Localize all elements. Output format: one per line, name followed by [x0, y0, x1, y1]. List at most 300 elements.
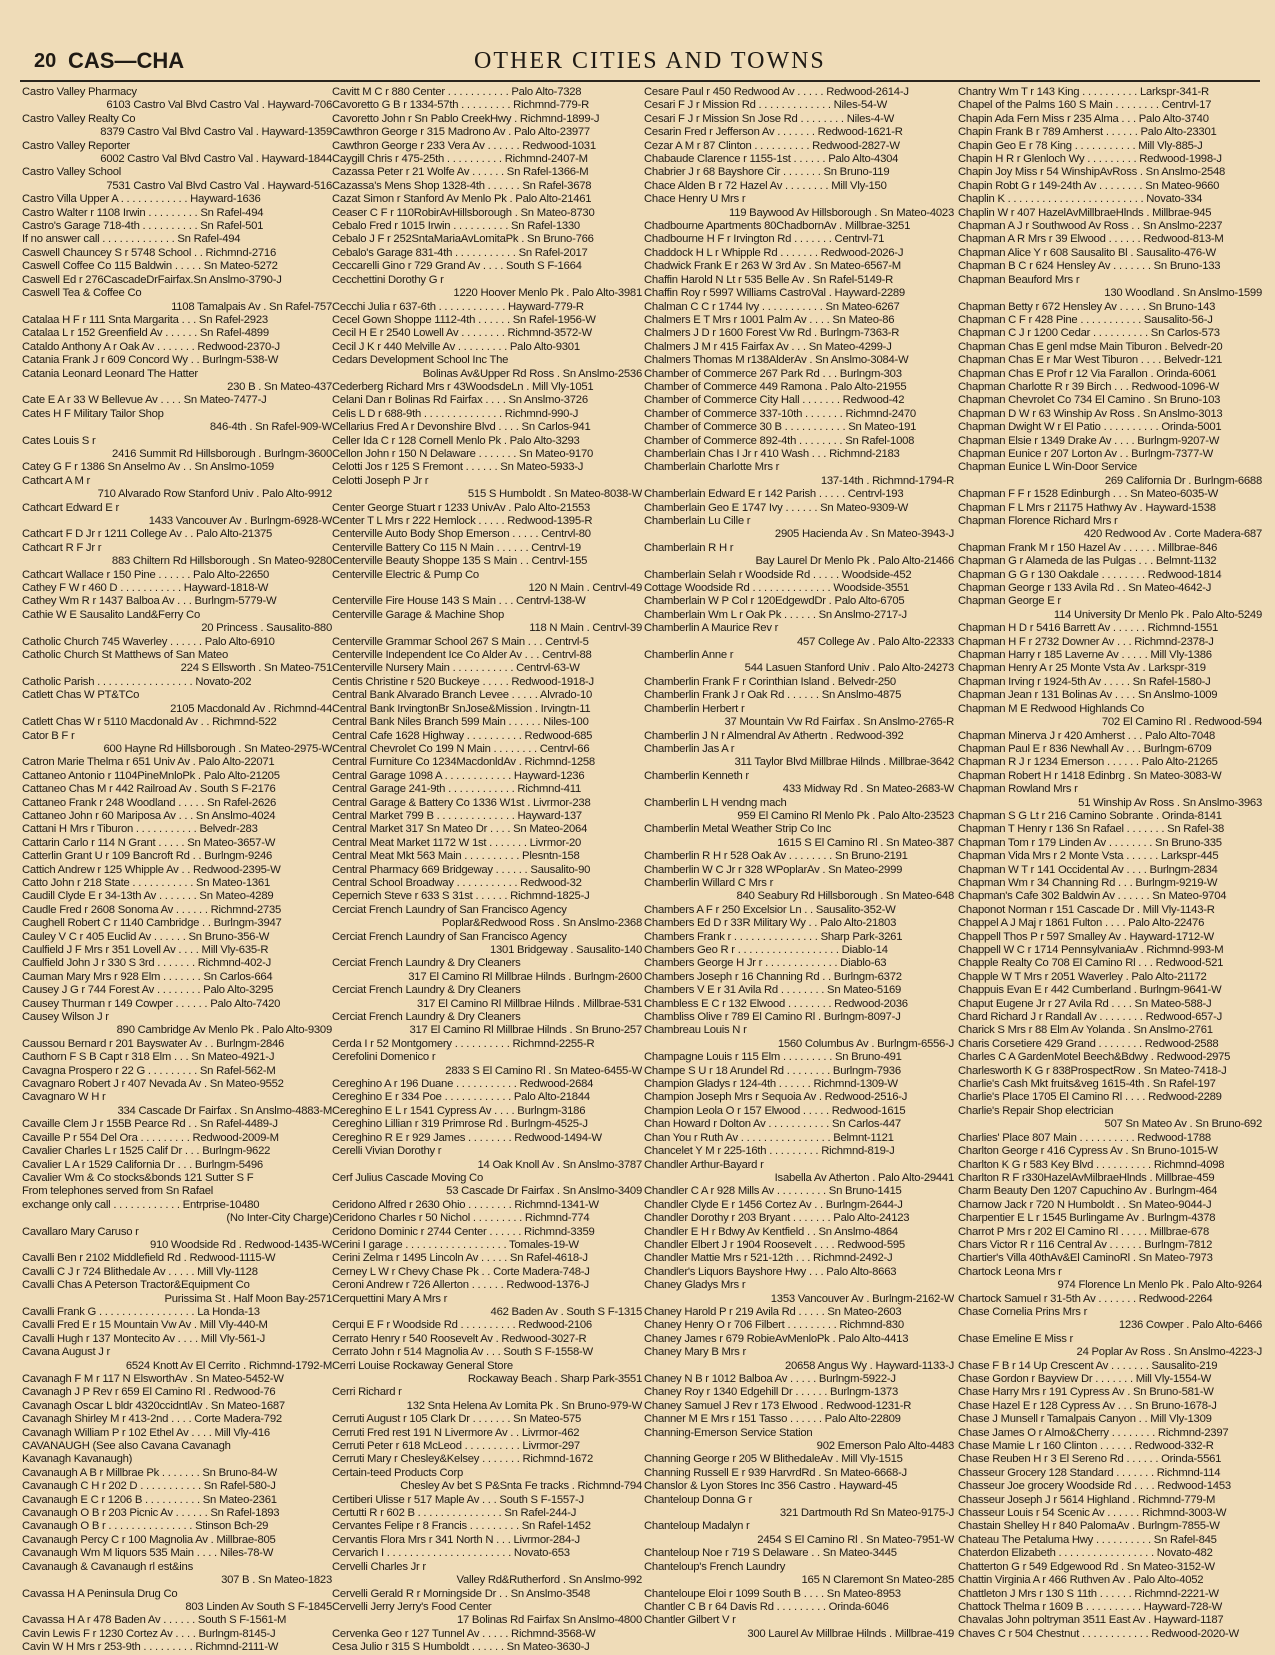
listing-entry: Chard Richard J r Randall Av . . . . . . . . Redwood-657-J: [958, 1011, 1223, 1024]
listing-continuation: 462 Baden Av . South S F-1315: [490, 1305, 642, 1318]
listing-continuation: 53 Cascade Dr Fairfax . Sn Anslmo-3409: [446, 1185, 642, 1198]
listing-continuation: Purissima St . Half Moon Bay-2571: [164, 1292, 332, 1305]
listing-entry: Causey Wilson J r: [22, 1011, 109, 1024]
listing-entry: Chan Howard r Dolton Av . . . . . . . . . . . Sn Carlos-447: [644, 1118, 901, 1131]
listing-entry: Chapman Eunice L Win-Door Service: [958, 461, 1138, 474]
listing-entry: Chancelet Y M r 225-16th . . . . . . . . . Richmnd-819-J: [644, 1145, 895, 1158]
listing-entry: Chalman C C r 1744 Ivy . . . . . . . . . . . Sn Mateo-6267: [644, 300, 900, 313]
page-title: OTHER CITIES AND TOWNS: [474, 48, 826, 74]
listing-entry: Central School Broadway . . . . . . . . . . . Redwood-32: [332, 876, 582, 889]
listing-entry: Chapman Alice Y r 608 Sausalito Bl . Sausalito-476-W: [958, 246, 1216, 259]
listing-entry: Cerciat French Laundry of San Francisco Agency: [332, 930, 567, 943]
listing-entry: Chapman Dwight W r El Patio . . . . . . . . . . Orinda-5001: [958, 421, 1222, 434]
listing-entry: Cathcart Wallace r 150 Pine . . . . . . Palo Alto-22650: [22, 568, 270, 581]
listing-continuation: 317 El Camino Rl Millbrae Hilnds . Sn Bruno-257: [409, 1024, 642, 1037]
listing-entry: Champion Leola O r 157 Elwood . . . . . Redwood-1615: [644, 1104, 906, 1117]
listing-entry: Cavalli C J r 724 Blithedale Av . . . . . Mill Vly-1128: [22, 1265, 258, 1278]
listing-entry: Cauman Mary Mrs r 928 Elm . . . . . . . Sn Carlos-664: [22, 970, 273, 983]
listing-entry: Castro Villa Upper A . . . . . . . . . . . . Hayward-1636: [22, 193, 261, 206]
listing-entry: Central Market 317 Sn Mateo Dr . . . . Sn Mateo-2064: [332, 823, 588, 836]
listing-entry: Cavanaugh Wm M liquors 535 Main . . . . Niles-78-W: [22, 1547, 274, 1560]
listing-entry: Cottage Woodside Rd . . . . . . . . . . . . . . Woodside-3551: [644, 582, 910, 595]
listing-entry: Cesa Julio r 315 S Humboldt . . . . . . Sn Mateo-3630-J: [332, 1641, 590, 1654]
listing-entry: Cerruti Mary r Chesley&Kelsey . . . . . . . Richmnd-1672: [332, 1453, 593, 1466]
listing-entry: Central Meat Market 1172 W 1st . . . . . . . Livrmor-20: [332, 836, 582, 849]
listing-entry: Chalmers J M r 415 Fairfax Av . . . Sn Mateo-4299-J: [644, 340, 892, 353]
listing-entry: Charlesworth K G r 838ProspectRow . Sn Mateo-7418-J: [958, 1064, 1227, 1077]
listing-entry: Chapin Robt G r 149-24th Av . . . . . . . . Sn Mateo-9660: [958, 179, 1220, 192]
listing-entry: Cerney L W r Chevy Chase Pk . . Corte Madera-748-J: [332, 1265, 590, 1278]
listing-entry: Chapman George r 133 Avila Rd . . Sn Mateo-4642-J: [958, 582, 1212, 595]
listing-entry: Chalmers E T Mrs r 1001 Palm Av . . . . Sn Mateo-86: [644, 313, 895, 326]
listing-entry: Chamberlain R H r: [644, 541, 734, 554]
listing-entry: Centerville Fire House 143 S Main . . . Centrvl-138-W: [332, 595, 586, 608]
listing-entry: Chapin Ada Fern Miss r 235 Alma . . . Palo Alto-3740: [958, 112, 1209, 125]
listing-entry: Chandler E H r Bdwy Av Kentfield . . Sn Anslmo-4864: [644, 1225, 898, 1238]
listing-entry: Chamberlain W P Col r 120EdgewdDr . Palo Alto-6705: [644, 595, 905, 608]
page-number: 20: [34, 50, 57, 72]
listing-entry: Chateau The Petaluma Hwy . . . . . . . . . . Sn Rafel-845: [958, 1533, 1217, 1546]
listing-entry: Cellarius Fred A r Devonshire Blvd . . . . Sn Carlos-941: [332, 421, 591, 434]
listing-entry: Central Chevrolet Co 199 N Main . . . . . . . . Centrvl-66: [332, 742, 590, 755]
listing-entry: Central Bank Alvarado Branch Levee . . . . . Alvrado-10: [332, 689, 593, 702]
listing-entry: Chaput Eugene Jr r 27 Avila Rd . . . . Sn Mateo-588-J: [958, 997, 1212, 1010]
listing-entry: Cavalli Chas A Peterson Tractor&Equipment Co: [22, 1279, 250, 1292]
listing-entry: Cavanagh J P Rev r 659 El Camino Rl . Redwood-76: [22, 1386, 276, 1399]
listing-entry: Chapman T Henry r 136 Sn Rafael . . . . . . . Sn Rafel-38: [958, 823, 1225, 836]
listing-entry: Channing-Emerson Service Station: [644, 1426, 813, 1439]
listing-entry: Catlett Chas W r 5110 Macdonald Av . . Richmnd-522: [22, 716, 277, 729]
listing-entry: Cerefolini Domenico r: [332, 1051, 436, 1064]
listing-entry: Causey J G r 744 Forest Av . . . . . . . . Palo Alto-3295: [22, 984, 274, 997]
listing-entry: Cezar A M r 87 Clinton . . . . . . . . . . Redwood-2827-W: [644, 139, 900, 152]
listing-continuation: 20 Princess . Sausalito-880: [201, 622, 332, 635]
listing-entry: Chapman A J r Southwood Av Ross . . Sn Anslmo-2237: [958, 220, 1223, 233]
listing-entry: Centerville Electric & Pump Co: [332, 568, 479, 581]
listing-entry: Cesari F J r Mission Sn Jose Rd . . . . . . . . Niles-4-W: [644, 112, 895, 125]
listing-entry: Charlies' Place 807 Main . . . . . . . . . . Redwood-1788: [958, 1131, 1211, 1144]
listing-entry: Cervelli Gerald R r Morningside Dr . . Sn Anslmo-3548: [332, 1587, 590, 1600]
listing-entry: Cavin W H Mrs r 253-9th . . . . . . . . . Richmnd-2111-W: [22, 1641, 279, 1654]
listing-entry: Chamberlin Jas A r: [644, 742, 735, 755]
listing-entry: Chapman Eunice r 207 Lorton Av . . Burlngm-7377-W: [958, 447, 1214, 460]
listing-continuation: 846-4th . Sn Rafel-909-W: [209, 421, 332, 434]
listing-entry: Chamber of Commerce 892-4th . . . . . . . . Sn Rafel-1008: [644, 434, 915, 447]
listing-entry: Chamberlain Edward E r 142 Parish . . . . . Centrvl-193: [644, 488, 904, 501]
listing-entry: Chase Harry Mrs r 191 Cypress Av . Sn Bruno-581-W: [958, 1386, 1214, 1399]
listing-entry: Chattin Virginia A r 466 Ruthven Av . Palo Alto-4052: [958, 1574, 1204, 1587]
listing-entry: Charm Beauty Den 1207 Capuchino Av . Burlngm-464: [958, 1185, 1218, 1198]
listing-entry: Chandler Clyde E r 1456 Cortez Av . . Burlngm-2644-J: [644, 1198, 903, 1211]
listing-entry: Champe S U r 18 Arundel Rd . . . . . . . . Burlngm-7936: [644, 1064, 901, 1077]
listing-continuation: 311 Taylor Blvd Millbrae Hilnds . Millbrae-3642: [734, 756, 954, 769]
listing-entry: Charlie's Place 1705 El Camino Rl . . . . Redwood-2289: [958, 1091, 1222, 1104]
listing-entry: Cavanaugh A B r Millbrae Pk . . . . . . . Sn Bruno-84-W: [22, 1466, 277, 1479]
listing-entry: Cecil H E r 2540 Lowell Av . . . . . . . . Richmnd-3572-W: [332, 327, 592, 340]
listing-continuation: 702 El Camino Rl . Redwood-594: [1101, 716, 1262, 729]
listing-entry: Cerciat French Laundry & Dry Cleaners: [332, 1011, 521, 1024]
listing-continuation: 230 B . Sn Mateo-437: [227, 380, 332, 393]
listing-entry: Cavitt M C r 880 Center . . . . . . . . . . . Palo Alto-7328: [332, 86, 582, 98]
listing-continuation: 457 College Av . Palo Alto-22333: [797, 635, 954, 648]
listing-entry: Cate E A r 33 W Bellevue Av . . . . Sn Mateo-7477-J: [22, 394, 267, 407]
listing-entry: Central Market 799 B . . . . . . . . . . . . . . Hayward-137: [332, 809, 582, 822]
listing-continuation: 890 Cambridge Av Menlo Pk . Palo Alto-9309: [116, 1024, 332, 1037]
listing-entry: Chandler's Liquors Bayshore Hwy . . . Palo Alto-8663: [644, 1265, 897, 1278]
listing-continuation: 1353 Vancouver Av . Burlngm-2162-W: [770, 1292, 954, 1305]
listing-entry: Cavanaugh O B r . . . . . . . . . . . . . . . Stinson Bch-29: [22, 1520, 269, 1533]
listing-entry: Chalmers J D r 1600 Forest Vw Rd . Burlngm-7363-R: [644, 327, 900, 340]
listing-entry: Cerini I garage . . . . . . . . . . . . . . . . . . Tomales-19-W: [332, 1238, 579, 1251]
listing-entry: Chapman H F r 2732 Downer Av . . . Richmnd-2378-J: [958, 635, 1214, 648]
listing-entry: Causey Thurman r 149 Cowper . . . . . . Palo Alto-7420: [22, 997, 281, 1010]
listing-entry: Cerelli Vivian Dorothy r: [332, 1145, 442, 1158]
listing-entry: Castro's Garage 718-4th . . . . . . . . . . Sn Rafel-501: [22, 220, 264, 233]
listing-entry: Cauley V C r 405 Euclid Av . . . . . . Sn Bruno-356-W: [22, 930, 270, 943]
listing-entry: Chabaude Clarence r 1155-1st . . . . . . Palo Alto-4304: [644, 153, 899, 166]
listing-entry: Chapman Betty r 672 Hensley Av . . . . . Sn Bruno-143: [958, 300, 1216, 313]
listing-entry: Charlie's Repair Shop electrician: [958, 1104, 1114, 1117]
listing-entry: Cathcart F D Jr r 1211 College Av . . Palo Alto-21375: [22, 528, 273, 541]
listing-entry: Chase Mamie L r 160 Clinton . . . . . . Redwood-332-R: [958, 1440, 1214, 1453]
listing-entry: Chambers V E r 31 Avila Rd . . . . . . . . Sn Mateo-5169: [644, 984, 902, 997]
listing-continuation: 883 Chiltern Rd Hillsborough . Sn Mateo-9280: [111, 555, 332, 568]
listing-entry: Chapman G r Alameda de las Pulgas . . . Belmnt-1132: [958, 555, 1217, 568]
listing-entry: Chamberlain Charlotte Mrs r: [644, 461, 780, 474]
listing-entry: Chaplin K . . . . . . . . . . . . . . . . . . . . . . . . Novato-334: [958, 193, 1203, 206]
listing-entry: Cervelli Jerry Jerry's Food Center: [332, 1600, 492, 1613]
listing-entry: Cereghino E L r 1541 Cypress Av . . . . Burlngm-3186: [332, 1104, 586, 1117]
listing-entry: Cecchi Julia r 637-6th . . . . . . . . . . . . Hayward-779-R: [332, 300, 584, 313]
listing-entry: Centerville Auto Body Shop Emerson . . . . . Centrvl-80: [332, 528, 591, 541]
listing-entry: Chamberlin Frank F r Corinthian Island . Belvedr-250: [644, 675, 896, 688]
listing-entry: Chamberlain Selah r Woodside Rd . . . . . Woodside-452: [644, 568, 912, 581]
listing-entry: Cavanagh Shirley M r 413-2nd . . . . Corte Madera-792: [22, 1413, 282, 1426]
listing-entry: Cavanaugh Percy C r 100 Magnolia Av . Millbrae-805: [22, 1533, 276, 1546]
listing-entry: Cerda I r 52 Montgomery . . . . . . . . . . Richmnd-2255-R: [332, 1037, 595, 1050]
listing-continuation: 118 N Main . Centrvl-39: [529, 622, 642, 635]
listing-entry: Chandler Dorothy r 203 Bryant . . . . . . . Palo Alto-24123: [644, 1212, 910, 1225]
listing-entry: Catey G F r 1386 Sn Anselmo Av . . Sn Anslmo-1059: [22, 461, 274, 474]
listing-entry: Chapman Vida Mrs r 2 Monte Vsta . . . . . . Larkspr-445: [958, 850, 1219, 863]
listing-entry: Chanteloup's French Laundry: [644, 1560, 786, 1573]
listing-entry: Cereghino R E r 929 James . . . . . . . . Redwood-1494-W: [332, 1131, 602, 1144]
listing-entry: Chantler Gilbert V r: [644, 1614, 736, 1627]
listing-continuation: 840 Seabury Rd Hillsborough . Sn Mateo-648: [736, 890, 954, 903]
listing-entry: Chappell W C r 1714 PennsylvaniaAv . Richmnd-993-M: [958, 944, 1224, 956]
listing-entry: Chapman F L Mrs r 21175 Hathwy Av . Hayward-1538: [958, 501, 1216, 514]
listing-continuation: 8379 Castro Val Blvd Castro Val . Hayward-1359: [100, 126, 332, 139]
listing-entry: Cerruti Fred rest 191 N Livermore Av . . Livrmor-462: [332, 1426, 580, 1439]
listing-entry: Cates Louis S r: [22, 434, 96, 447]
listing-continuation: 37 Mountain Vw Rd Fairfax . Sn Anslmo-2765-R: [724, 716, 954, 729]
listing-entry: Chasseur Louis r 54 Scenic Av . . . . . . Richmnd-3003-W: [958, 1507, 1227, 1520]
listing-continuation: 2416 Summit Rd Hillsborough . Burlngm-3600: [112, 447, 332, 460]
listing-entry: Certain-teed Products Corp: [332, 1466, 464, 1479]
listing-entry: Centerville Battery Co 115 N Main . . . . . . Centrvl-19: [332, 541, 581, 554]
listing-entry: Cecel Gown Shoppe 1112-4th . . . . . . Sn Rafel-1956-W: [332, 313, 596, 326]
listing-entry: Certutti R r 602 B . . . . . . . . . . . . . . . Sn Rafel-244-J: [332, 1507, 577, 1520]
listing-entry: Chaterdon Elizabeth . . . . . . . . . . . . . . . . . Novato-482: [958, 1547, 1213, 1560]
listing-entry: Chaney Harold P r 219 Avila Rd . . . . . Sn Mateo-2603: [644, 1305, 902, 1318]
listing-entry: Cavoretto John r Sn Pablo CreekHwy . Richmnd-1899-J: [332, 112, 600, 125]
listing-entry: Chase James O r Almo&Cherry . . . . . . . . Richmnd-2397: [958, 1426, 1229, 1439]
listing-entry: Charnow Jack r 720 N Humboldt . . Sn Mateo-9044-J: [958, 1198, 1212, 1211]
listing-entry: Cerrato John r 514 Magnolia Av . . . South S F-1558-W: [332, 1346, 593, 1359]
listing-entry: Central Cafe 1628 Highway . . . . . . . . . . Redwood-685: [332, 729, 593, 742]
listing-continuation: 710 Alvarado Row Stanford Univ . Palo Alto-9912: [97, 488, 332, 501]
listing-continuation: 2105 Macdonald Av . Richmnd-44: [170, 702, 332, 715]
listing-entry: Chambers George H Jr r . . . . . . . . . . . . . Diablo-63: [644, 957, 887, 970]
listing-continuation: 14 Oak Knoll Av . Sn Anslmo-3787: [477, 1158, 642, 1171]
listing-entry: Cerciat French Laundry of San Francisco Agency: [332, 903, 567, 916]
listing-entry: Cerri Louise Rockaway General Store: [332, 1359, 513, 1372]
listing-entry: Chambers Geo R r . . . . . . . . . . . . . . . . . . Diablo-14: [644, 944, 888, 956]
listing-entry: Chasseur Joseph J r 5614 Highland . Richmnd-779-M: [958, 1493, 1216, 1506]
listing-entry: Catron Marie Thelma r 651 Univ Av . Palo Alto-22071: [22, 756, 275, 769]
listing-continuation: 600 Hayne Rd Hillsborough . Sn Mateo-2975-W: [103, 742, 332, 755]
listing-entry: Chapman C J r 1200 Cedar . . . . . . . . . . Sn Carlos-573: [958, 327, 1220, 340]
listing-continuation: 6103 Castro Val Blvd Castro Val . Hayward-706: [106, 99, 332, 112]
listing-entry: Caswell Ed r 276CascadeDrFairfax.Sn Anslmo-3790-J: [22, 273, 282, 286]
listing-entry: Central Meat Mkt 563 Main . . . . . . . . . . Plesntn-158: [332, 850, 580, 863]
listing-entry: Chapman A R Mrs r 39 Elwood . . . . . . Redwood-813-M: [958, 233, 1224, 246]
listing-entry: Chapman Frank M r 150 Hazel Av . . . . . . Millbrae-846: [958, 541, 1218, 554]
listing-entry: Cerruti August r 105 Clark Dr . . . . . . . Sn Mateo-575: [332, 1413, 582, 1426]
listing-entry: Chapman George E r: [958, 595, 1061, 608]
listing-entry: Chandler C A r 928 Mills Av . . . . . . . . . Sn Bruno-1415: [644, 1185, 902, 1198]
listing-entry: Chapman Minerva J r 420 Amherst . . . Palo Alto-7048: [958, 729, 1216, 742]
listing-entry: Chamberlin Willard C Mrs r: [644, 876, 774, 889]
listing-continuation: 910 Woodside Rd . Redwood-1435-W: [149, 1238, 332, 1251]
listing-entry: Chaddock H L r Whipple Rd . . . . . . . Redwood-2026-J: [644, 246, 904, 259]
listing-entry: Cerciat French Laundry & Dry Cleaners: [332, 984, 521, 997]
listing-entry: Chase F B r 14 Up Crescent Av . . . . . . . Sausalito-219: [958, 1359, 1218, 1372]
listing-continuation: 317 El Camino Rl Millbrae Hilnds . Burlngm-2600: [408, 970, 642, 983]
listing-continuation: 2905 Hacienda Av . Sn Mateo-3943-J: [774, 528, 954, 541]
listing-entry: Charis Corsetiere 429 Grand . . . . . . . . Redwood-2588: [958, 1037, 1219, 1050]
listing-continuation: 132 Snta Helena Av Lomita Pk . Sn Bruno-979-W: [406, 1399, 642, 1412]
listing-entry: Chastain Shelley H r 840 PalomaAv . Burlngm-7855-W: [958, 1520, 1220, 1533]
listing-entry: Cerrato Henry r 540 Roosevelt Av . Redwood-3027-R: [332, 1332, 587, 1345]
listing-entry: Cereghino Lillian r 319 Primrose Rd . Burlngm-4525-J: [332, 1118, 588, 1131]
listing-continuation: 17 Bolinas Rd Fairfax Sn Anslmo-4800: [456, 1614, 642, 1627]
directory-column-4: [958, 86, 1262, 1641]
listing-entry: Catalaa H F r 111 Snta Margarita . . . Sn Rafel-2923: [22, 313, 268, 326]
listing-entry: Cerf Julius Cascade Moving Co: [332, 1171, 483, 1184]
listing-entry: Cates H F Military Tailor Shop: [22, 407, 164, 420]
listing-entry: Centerville Garage & Machine Shop: [332, 608, 504, 621]
listing-entry: Cesarin Fred r Jefferson Av . . . . . . . Redwood-1621-R: [644, 126, 903, 139]
listing-entry: Cereghino E r 334 Poe . . . . . . . . . . . . Palo Alto-21844: [332, 1091, 590, 1104]
listing-entry: Catalaa L r 152 Greenfield Av . . . . . . Sn Rafel-4899: [22, 327, 269, 340]
listing-entry: Caulfield J F Mrs r 351 Lovell Av . . . . Mill Vly-635-R: [22, 944, 269, 956]
listing-entry: Castro Valley Pharmacy: [22, 86, 137, 98]
listing-entry: Cecchettini Dorothy G r: [332, 273, 444, 286]
listing-entry: Chaney Roy r 1340 Edgehill Dr . . . . . . Burlngm-1373: [644, 1386, 898, 1399]
listing-entry: Cazassa Peter r 21 Wolfe Av . . . . . . Sn Rafel-1366-M: [332, 166, 589, 179]
listing-continuation: 119 Baywood Av Hillsborough . Sn Mateo-4023: [729, 206, 954, 219]
listing-continuation: 165 N Claremont Sn Mateo-285: [801, 1574, 954, 1587]
listing-continuation: 902 Emerson Palo Alto-4483: [816, 1440, 954, 1453]
listing-entry: Caswell Chauncey S r 5748 School . . Richmnd-2716: [22, 246, 276, 259]
listing-entry: Chanteloupe Eloi r 1099 South B . . . . Sn Mateo-8953: [644, 1587, 901, 1600]
listing-entry: Chaney Mary B Mrs r: [644, 1346, 746, 1359]
listing-continuation: 1236 Cowper . Palo Alto-6466: [1118, 1319, 1262, 1332]
listing-continuation: Isabella Av Atherton . Palo Alto-29441: [774, 1171, 954, 1184]
listing-entry: Chapman H D r 5416 Barrett Av . . . . . . Richmnd-1551: [958, 622, 1219, 635]
header-rule: [20, 80, 1260, 82]
listing-entry: Cattarin Carlo r 114 N Grant . . . . . Sn Mateo-3657-W: [22, 836, 276, 849]
listing-entry: Chartier's Villa 40thAv&El CaminoRl . Sn Mateo-7973: [958, 1252, 1213, 1265]
listing-entry: Cavanagh William P r 102 Ethel Av . . . . Mill Vly-416: [22, 1426, 270, 1439]
listing-entry: Chandler Elbert J r 1904 Roosevelt . . . . Redwood-595: [644, 1238, 905, 1251]
listing-entry: Cavalli Frank G . . . . . . . . . . . . . . . . . La Honda-13: [22, 1305, 260, 1318]
listing-entry: Ceridono Dominic r 2744 Center . . . . . . Richmnd-3359: [332, 1225, 595, 1238]
listing-entry: Chase Hazel E r 128 Cypress Av . . . Sn Bruno-1678-J: [958, 1399, 1217, 1412]
listing-entry: Chaney Samuel J Rev r 173 Elwood . Redwood-1231-R: [644, 1399, 912, 1412]
listing-entry: Champagne Louis r 115 Elm . . . . . . . . . Sn Bruno-491: [644, 1051, 902, 1064]
listing-entry: Cepernich Steve r 633 S 31st . . . . . . Richmnd-1825-J: [332, 890, 590, 903]
listing-entry: Charick S Mrs r 88 Elm Av Yolanda . Sn Anslmo-2761: [958, 1024, 1213, 1037]
listing-entry: Chapman Irving r 1924-5th Av . . . . . Sn Rafel-1580-J: [958, 675, 1211, 688]
listing-entry: Chase Reuben H r 3 El Sereno Rd . . . . . . Orinda-5561: [958, 1453, 1222, 1466]
listing-entry: Celotti Jos r 125 S Fremont . . . . . . Sn Mateo-5933-J: [332, 461, 584, 474]
listing-entry: Chapman Charlotte R r 39 Birch . . . Redwood-1096-W: [958, 380, 1220, 393]
listing-entry: Centerville Independent Ice Co Alder Av . . . Centrvl-88: [332, 649, 592, 662]
listing-entry: Charlton K G r 583 Key Blvd . . . . . . . . . . Richmnd-4098: [958, 1158, 1225, 1171]
listing-entry: Cattaneo John r 60 Mariposa Av . . . Sn Anslmo-4024: [22, 809, 276, 822]
listing-entry: If no answer call . . . . . . . . . . . . . Sn Rafel-494: [22, 233, 241, 246]
listing-entry: Chamber of Commerce City Hall . . . . . . . Redwood-42: [644, 394, 905, 407]
listing-continuation: Bolinas Av&Upper Rd Ross . Sn Anslmo-2536: [422, 367, 642, 380]
listing-entry: Castro Walter r 1108 Irwin . . . . . . . . . Sn Rafel-494: [22, 206, 264, 219]
listing-entry: From telephones served from Sn Rafael: [22, 1185, 214, 1198]
listing-entry: Chappell Thos P r 597 Smalley Av . Hayward-1712-W: [958, 930, 1214, 943]
listing-entry: Cellon John r 150 N Delaware . . . . . . . Sn Mateo-9170: [332, 447, 594, 460]
listing-entry: Caswell Tea & Coffee Co: [22, 287, 142, 300]
listing-entry: Central Garage & Battery Co 1336 W1st . Livrmor-238: [332, 796, 591, 809]
listing-entry: Cathcart Edward E r: [22, 501, 119, 514]
listing-entry: Chandler Arthur-Bayard r: [644, 1158, 764, 1171]
listing-entry: Caulfield John J r 330 S 3rd . . . . . . . Richmnd-402-J: [22, 957, 272, 970]
listing-entry: Chapman F F r 1528 Edinburgh . . . Sn Mateo-6035-W: [958, 488, 1219, 501]
listing-entry: Cavanaugh O B r 203 Picnic Av . . . . . . Sn Rafel-1893: [22, 1507, 280, 1520]
listing-entry: Castro Valley School: [22, 166, 122, 179]
listing-entry: Channing George r 205 W BlithedaleAv . Mill Vly-1515: [644, 1453, 903, 1466]
listing-continuation: 300 Laurel Av Millbrae Hilnds . Millbrae-419: [747, 1627, 954, 1640]
listing-entry: Cattaneo Antonio r 1104PineMnloPk . Palo Alto-21205: [22, 769, 280, 782]
listing-entry: Chapman Chas E genl mdse Main Tiburon . Belvedr-20: [958, 340, 1223, 353]
listing-entry: Cathcart A M r: [22, 474, 91, 487]
listing-entry: Cavaille Clem J r 155B Pearce Rd . . Sn Rafel-4489-J: [22, 1118, 278, 1131]
listing-entry: Chaffin Harold N Lt r 535 Belle Av . Sn Rafel-5149-R: [644, 273, 894, 286]
listing-entry: Cerruti Peter r 618 McLeod . . . . . . . . . . Livrmor-297: [332, 1440, 580, 1453]
listing-entry: Cerquettini Mary A Mrs r: [332, 1292, 448, 1305]
listing-continuation: 515 S Humboldt . Sn Mateo-8038-W: [467, 488, 642, 501]
listing-entry: Chapman Wm r 34 Channing Rd . . . Burlngm-9219-W: [958, 876, 1218, 889]
listing-entry: Ceridono Alfred r 2630 Ohio . . . . . . . . Richmnd-1341-W: [332, 1198, 599, 1211]
directory-column-1: [22, 86, 332, 1655]
listing-entry: Chapman G G r 130 Oakdale . . . . . . . . Redwood-1814: [958, 568, 1222, 581]
listing-entry: Cavaille P r 554 Del Ora . . . . . . . . . Redwood-2009-M: [22, 1131, 279, 1144]
listing-entry: Chace Alden B r 72 Hazel Av . . . . . . . . Mill Vly-150: [644, 179, 887, 192]
listing-entry: Chase Gordon r Bayview Dr . . . . . . . Mill Vly-1554-W: [958, 1373, 1212, 1385]
listing-entry: Castro Valley Reporter: [22, 139, 130, 152]
listing-entry: Central Furniture Co 1234MacdonldAv . Richmnd-1258: [332, 756, 595, 769]
listing-entry: Chandler Mattie Mrs r 521-12th . . . Richmnd-2492-J: [644, 1252, 893, 1265]
listing-continuation: 2454 S El Camino Rl . Sn Mateo-7951-W: [757, 1533, 954, 1546]
listing-continuation: 433 Midway Rd . Sn Mateo-2683-W: [782, 783, 954, 796]
listing-entry: Chapman Elsie r 1349 Drake Av . . . . Burlngm-9207-W: [958, 434, 1220, 447]
listing-entry: Chapman Beauford Mrs r: [958, 273, 1080, 286]
listing-entry: Chapman W T r 141 Occidental Av . . . . Burlngm-2834: [958, 863, 1218, 876]
listing-entry: Chappel A J Maj r 1861 Fulton . . . . Palo Alto-22476: [958, 917, 1205, 930]
listing-entry: Chapman Robert H r 1418 Edinbrg . Sn Mateo-3083-W: [958, 769, 1222, 782]
listing-entry: Chapman C F r 428 Pine . . . . . . . . . . . Sausalito-56-J: [958, 313, 1213, 326]
listing-entry: Chaponot Norman r 151 Cascade Dr . Mill Vly-1143-R: [958, 903, 1215, 916]
listing-entry: Chamberlain Chas I Jr r 410 Wash . . . Richmnd-2183: [644, 447, 900, 460]
listing-entry: Cerciat French Laundry & Dry Cleaners: [332, 957, 521, 970]
listing-entry: Chamber of Commerce 449 Ramona . Palo Alto-21955: [644, 380, 907, 393]
listing-continuation: (No Inter-City Charge): [226, 1212, 332, 1225]
listing-entry: Chamberlin Metal Weather Strip Co Inc: [644, 823, 832, 836]
listing-continuation: 130 Woodland . Sn Anslmo-1599: [1104, 287, 1262, 300]
listing-continuation: 6524 Knott Av El Cerrito . Richmnd-1792-M: [125, 1359, 332, 1372]
listing-entry: Cervantes Felipe r 8 Francis . . . . . . . . . Sn Rafel-1452: [332, 1520, 591, 1533]
listing-entry: Charlton R F r330HazelAvMilbraeHlnds . Millbrae-459: [958, 1171, 1215, 1184]
listing-entry: Chamberlin R H r 528 Oak Av . . . . . . . . Sn Bruno-2191: [644, 850, 908, 863]
listing-entry: Chapman Florence Richard Mrs r: [958, 515, 1118, 527]
listing-entry: Cereghino A r 196 Duane . . . . . . . . . . . Redwood-2684: [332, 1078, 594, 1091]
listing-entry: Cervelli Charles Jr r: [332, 1560, 426, 1573]
listing-entry: Chasseur Grocery 128 Standard . . . . . . . Richmnd-114: [958, 1466, 1221, 1479]
listing-entry: Cavalier Charles L r 1525 Calif Dr . . . Burlngm-9622: [22, 1145, 271, 1158]
listing-entry: Chaney N B r 1012 Balboa Av . . . . . Burlngm-5922-J: [644, 1373, 896, 1385]
listing-entry: Chapman M E Redwood Highlands Co: [958, 702, 1145, 715]
listing-entry: Cervenka Geo r 127 Tunnel Av . . . . . Richmnd-3568-W: [332, 1627, 596, 1640]
listing-entry: Cecil J K r 440 Melville Av . . . . . . . . . Palo Alto-9301: [332, 340, 580, 353]
listing-entry: Chanteloup Noe r 719 S Delaware . . Sn Mateo-3445: [644, 1547, 897, 1560]
listing-entry: Chanslor & Lyon Stores Inc 356 Castro . Hayward-45: [644, 1480, 898, 1493]
listing-entry: Chatterton G r 549 Edgewood Rd . Sn Mateo-3152-W: [958, 1560, 1215, 1573]
listing-entry: Chambers Frank r . . . . . . . . . . . . . . . Sharp Park-3261: [644, 930, 903, 943]
listing-entry: Chartock Leona Mrs r: [958, 1265, 1062, 1278]
listing-entry: Centerville Grammar School 267 S Main . . . Centrvl-5: [332, 635, 589, 648]
listing-entry: Chamberlin Herbert r: [644, 702, 745, 715]
listing-continuation: 1433 Vancouver Av . Burlngm-6928-W: [148, 515, 332, 527]
listing-entry: Chamber of Commerce 30 B . . . . . . . . . . . Sn Mateo-191: [644, 421, 917, 434]
listing-entry: Cebalo Fred r 1015 Irwin . . . . . . . . . . Sn Rafel-1330: [332, 220, 580, 233]
listing-entry: Cavalli Ben r 2102 Middlefield Rd . Redwood-1115-W: [22, 1252, 276, 1265]
listing-entry: Cervarich I . . . . . . . . . . . . . . . . . . . . . . Novato-653: [332, 1547, 570, 1560]
listing-entry: Centerville Nursery Main . . . . . . . . . . . Centrvl-63-W: [332, 662, 580, 675]
listing-continuation: 114 University Dr Menlo Pk . Palo Alto-5249: [1053, 608, 1262, 621]
listing-entry: Chapel of the Palms 160 S Main . . . . . . . . Centrvl-17: [958, 99, 1212, 112]
listing-entry: Cavassa H A Peninsula Drug Co: [22, 1587, 178, 1600]
listing-entry: Chapin H R r Glenloch Wy . . . . . . . . . Redwood-1998-J: [958, 153, 1222, 166]
listing-entry: Chaves C r 504 Chestnut . . . . . . . . . . . . Redwood-2020-W: [958, 1627, 1239, 1640]
listing-entry: Cavanaugh & Cavanaugh rl est&ins: [22, 1560, 193, 1573]
listing-continuation: Poplar&Redwood Ross . Sn Anslmo-2368: [441, 917, 642, 930]
listing-entry: Chapin Geo E r 78 King . . . . . . . . . . . Mill Vly-885-J: [958, 139, 1203, 152]
listing-entry: Cavoretto G B r 1334-57th . . . . . . . . . Richmnd-779-R: [332, 99, 589, 112]
listing-entry: Chamberlin W C Jr r 328 WPoplarAv . Sn Mateo-2999: [644, 863, 903, 876]
listing-entry: Central Garage 1098 A . . . . . . . . . . . . Hayward-1236: [332, 769, 585, 782]
listing-entry: Chambers A F r 250 Excelsior Ln . . Sausalito-352-W: [644, 903, 896, 916]
listing-entry: Chapman Rowland Mrs r: [958, 783, 1078, 796]
listing-entry: Champion Joseph Mrs r Sequoia Av . Redwood-2516-J: [644, 1091, 908, 1104]
